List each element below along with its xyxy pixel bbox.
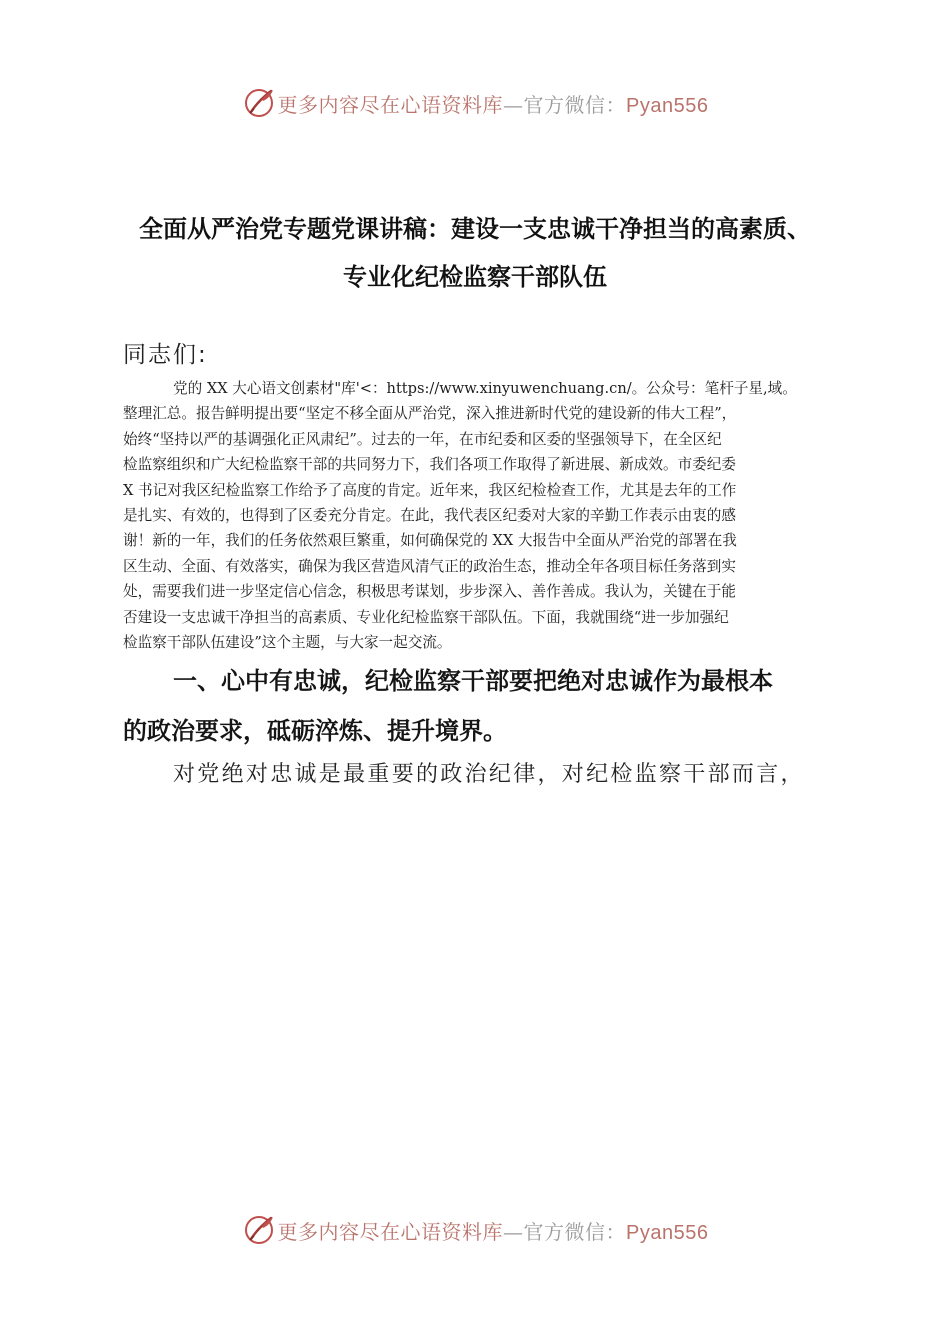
intro-line: 检监察干部队伍建设”这个主题，与大家一起交流。: [123, 633, 452, 651]
section1-heading-line1: 一、心中有忠诚，纪检监察干部要把绝对忠诚作为最根本: [173, 667, 773, 695]
intro-line: 是扎实、有效的，也得到了区委充分肯定。在此，我代表区纪委对大家的辛勤工作表示由衷的感: [123, 506, 736, 524]
section1-paragraph: 对党绝对忠诚是最重要的政治纪律，对纪检监察干部而言，: [173, 762, 805, 787]
salutation: 同志们:: [123, 342, 208, 368]
footer-brand-text: 更多内容尽在心语资料库: [277, 1219, 504, 1244]
header-banner: [0, 83, 950, 123]
intro-line: 否建设一支忠诚干净担当的高素质、专业化纪检监察干部队伍。下面，我就围绕“进一步加强纪: [123, 608, 729, 626]
header-brand-text: 更多内容尽在心语资料库: [277, 92, 504, 117]
intro-line: 始终“坚持以严的基调强化正风肃纪”。过去的一年，在市纪委和区委的坚强领导下，在全区纪: [123, 430, 722, 448]
section1-heading: [123, 656, 835, 756]
footer-banner-text: [278, 1216, 709, 1245]
header-wechat-handle: Pyan556: [626, 94, 709, 117]
header-banner-text: [278, 89, 709, 118]
intro-paragraph: [123, 376, 831, 655]
intro-line: 区生动、全面、有效落实，确保为我区营造风清气正的政治生态，推动全年各项目标任务落到实: [123, 557, 736, 575]
footer-wechat-label: 官方微信：: [523, 1219, 627, 1244]
feather-pen-logo-icon: [242, 86, 276, 120]
document-title-line2: 专业化纪检监察干部队伍: [343, 262, 607, 291]
intro-line: 处，需要我们进一步坚定信心信念，积极思考谋划，步步深入、善作善成。我认为，关键在于能: [123, 583, 736, 601]
header-wechat-label: 官方微信：: [523, 92, 627, 117]
intro-line: 整理汇总。报告鲜明提出要“坚定不移全面从严治党，深入推进新时代党的建设新的伟大工程”，: [123, 405, 737, 423]
intro-line: X 书记对我区纪检监察工作给予了高度的肯定。近年来，我区纪检检查工作，尤其是去年的工作: [123, 481, 737, 499]
intro-line: 检监察组织和广大纪检监察干部的共同努力下，我们各项工作取得了新进展、新成效。市委纪委: [123, 456, 736, 474]
intro-line: 党的 XX 大心语文创素材"库'<：https://www.xinyuwenchuang.cn/。公众号：笔杆子星,域。: [173, 380, 797, 397]
intro-line: 谢！新的一年，我们的任务依然艰巨繁重，如何确保党的 XX 大报告中全面从严治党的部署在我: [123, 532, 737, 550]
footer-banner: [0, 1210, 950, 1250]
header-separator: —: [503, 92, 524, 117]
document-title-line1: 全面从严治党专题党课讲稿：建设一支忠诚干净担当的高素质、: [139, 214, 811, 243]
section1-heading-line2: 的政治要求，砥砺淬炼、提升境界。: [123, 717, 507, 745]
feather-pen-logo-icon: [242, 1213, 276, 1247]
footer-separator: —: [503, 1219, 524, 1244]
footer-wechat-handle: Pyan556: [626, 1221, 709, 1244]
